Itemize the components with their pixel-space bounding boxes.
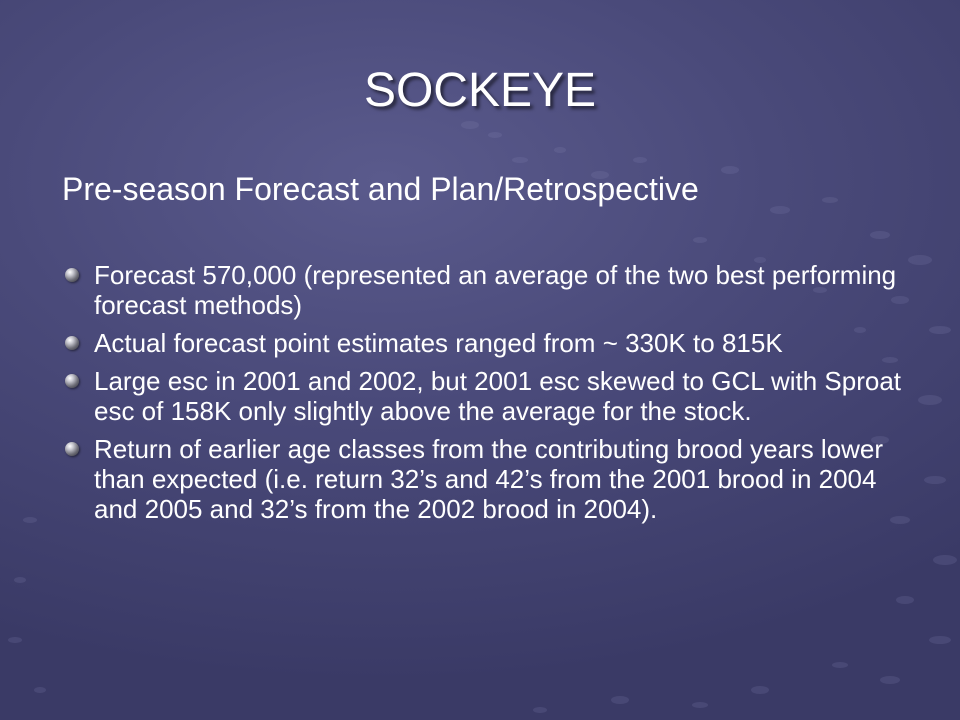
sphere-bullet-icon [65,442,79,456]
bullet-item [62,260,912,320]
bullet-text: Actual forecast point estimates ranged from ~ 330K to 815K [94,328,783,358]
bullet-text: Forecast 570,000 (represented an average of the two best performing forecast methods) [94,260,897,320]
bullet-list [62,260,912,532]
sphere-bullet-icon [65,374,79,388]
bullet-item [62,366,912,426]
bullet-text: Large esc in 2001 and 2002, but 2001 esc skewed to GCL with Sproat esc of 158K only slightly above the average for the stock. [94,366,902,426]
bullet-item [62,434,912,524]
sphere-bullet-icon [65,336,79,350]
bullet-text: Return of earlier age classes from the contributing brood years lower than expected (i.e. return 32’s and 42’s from the 2001 brood in 2004 and 2005 and 32’s from the 2002 brood in 2004). [94,434,884,524]
slide-title: SOCKEYE [363,64,597,117]
sphere-bullet-icon [65,268,79,282]
bullet-item [62,328,912,358]
slide-subtitle: Pre-season Forecast and Plan/Retrospective [62,171,699,207]
